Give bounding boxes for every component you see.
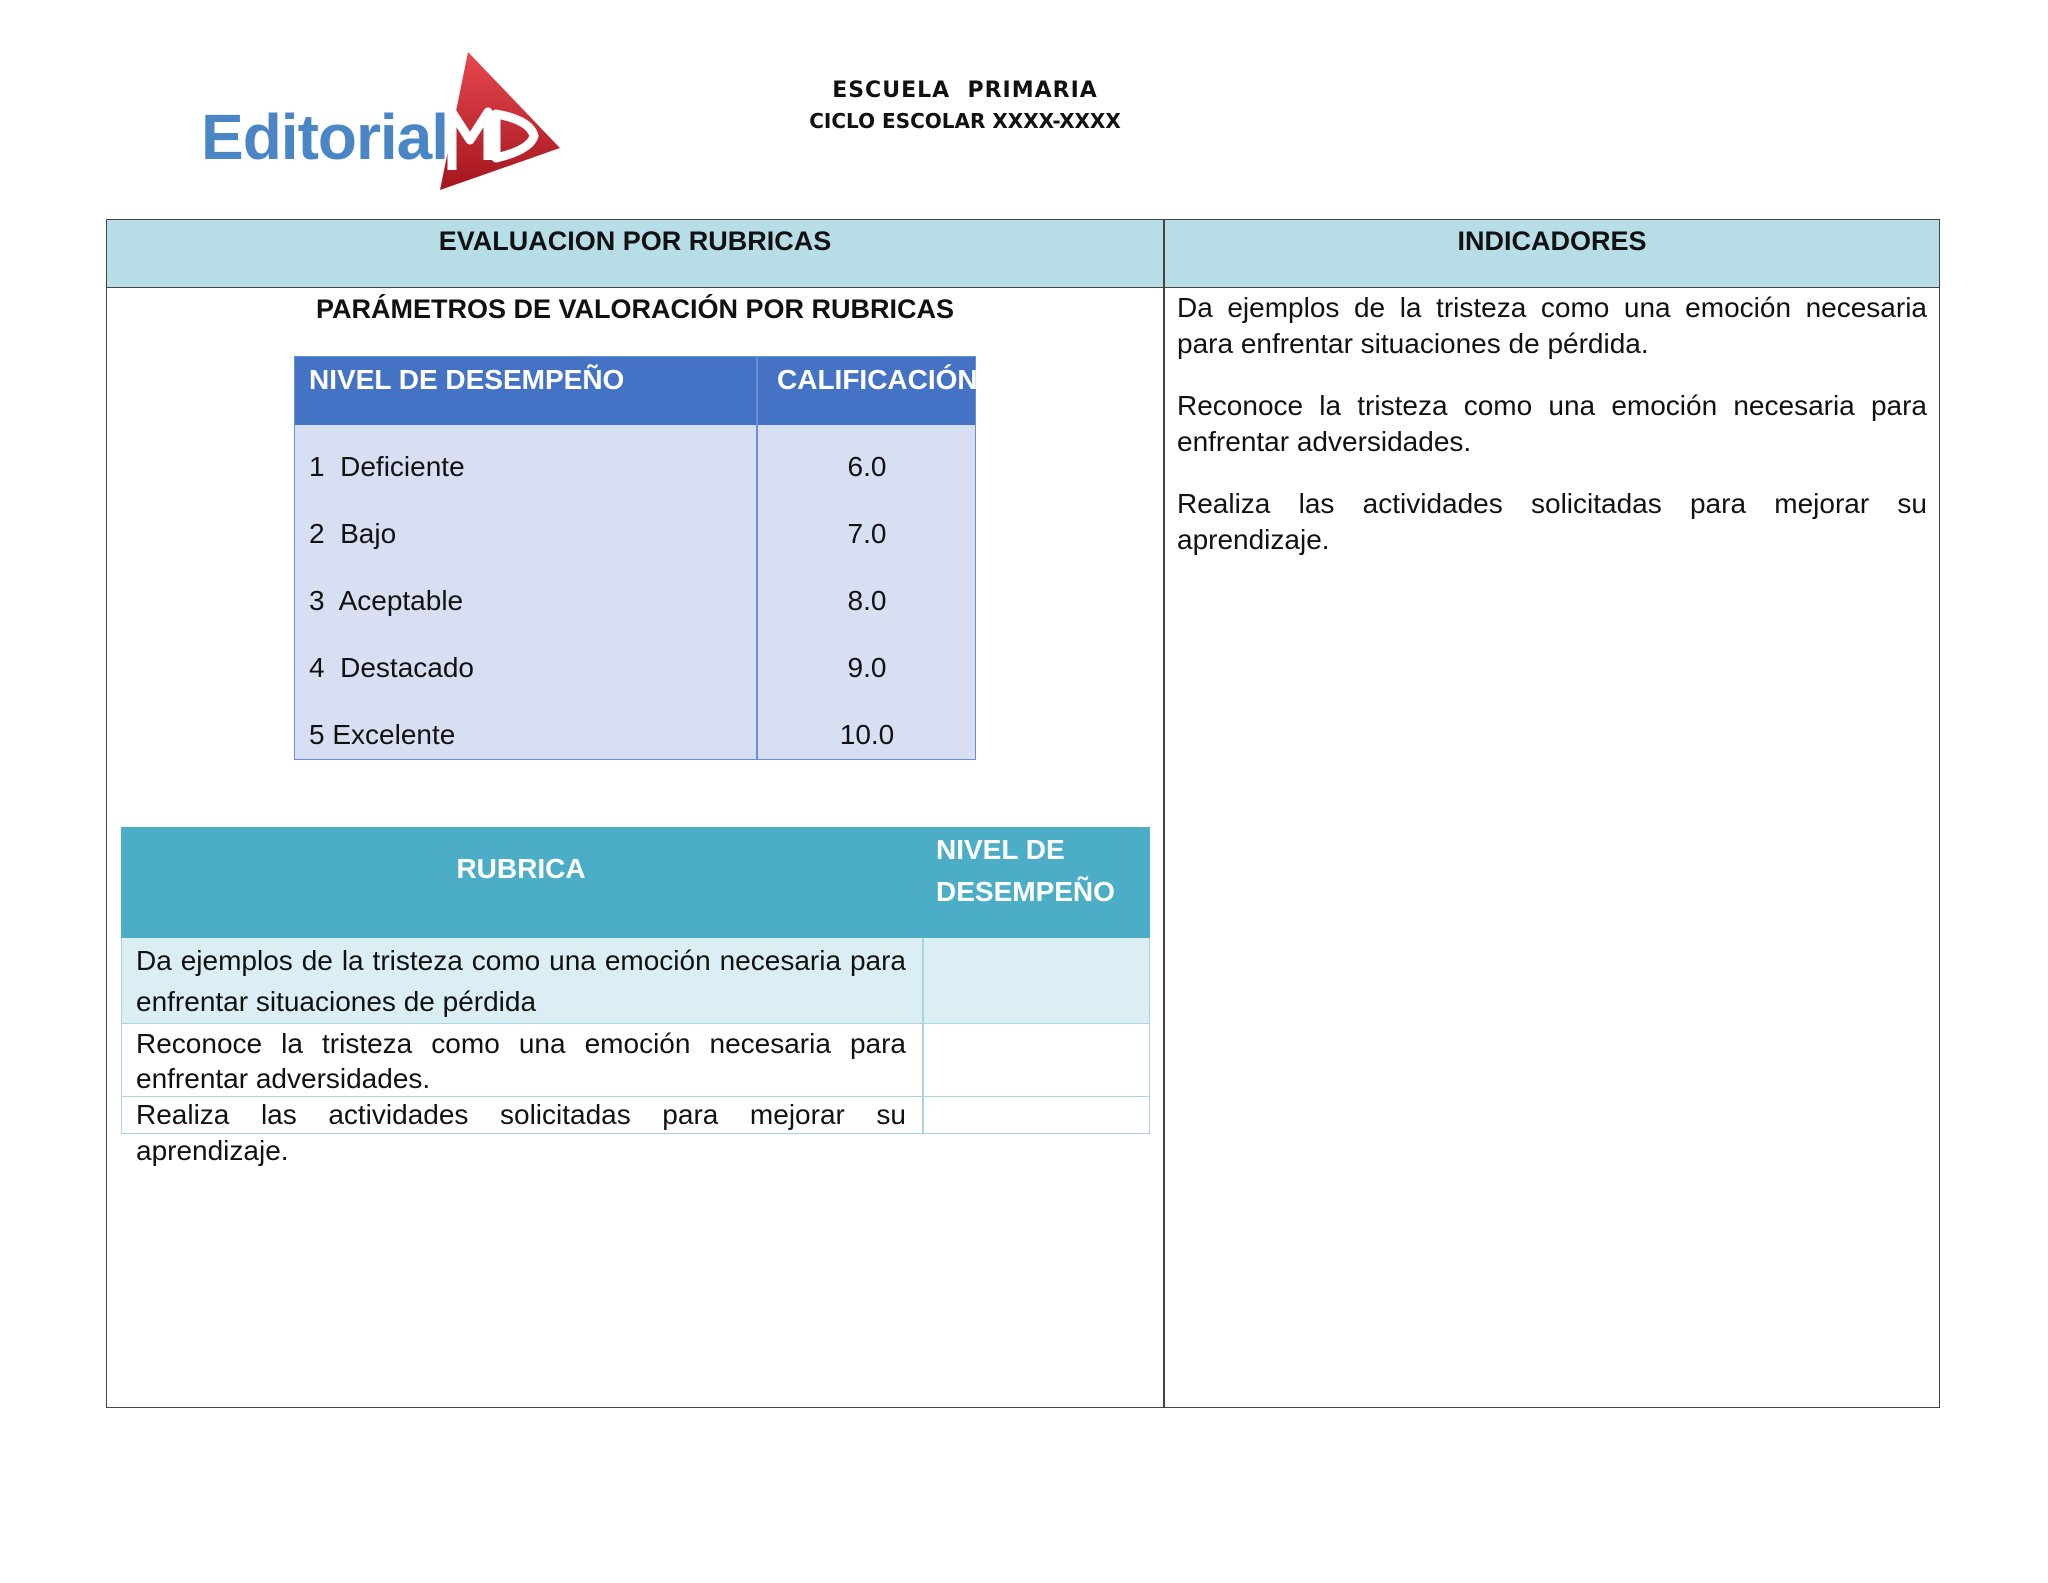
nivel-level: 3 Aceptable xyxy=(309,585,464,616)
nivel-level: 1 Deficiente xyxy=(309,451,465,482)
nivel-level: 4 Destacado xyxy=(309,652,474,683)
rubrica-col-divider xyxy=(922,1024,924,1096)
column-header-left: EVALUACION POR RUBRICAS xyxy=(107,220,1163,288)
rubrica-row-text: Reconoce la tristeza como una emoción necesaria para enfrentar adversidades. xyxy=(136,1028,906,1094)
nivel-level: 2 Bajo xyxy=(309,518,397,549)
editorial-md-logo xyxy=(195,48,565,198)
logo-wordmark: Editorial xyxy=(201,101,449,173)
nivel-row xyxy=(295,714,975,756)
nivel-row xyxy=(295,647,975,689)
school-header xyxy=(700,76,1230,136)
nivel-grade: 6.0 xyxy=(847,451,887,482)
rubrica-row xyxy=(121,938,1150,1024)
indicador-item: Reconoce la tristeza como una emoción necesaria para enfrentar adversidades. xyxy=(1177,390,1927,457)
logo-md-mark xyxy=(430,48,570,193)
rubrica-header xyxy=(121,827,1150,938)
nivel-row xyxy=(295,580,975,622)
column-divider xyxy=(1163,219,1165,1408)
school-cycle: CICLO ESCOLAR XXXX-XXXX xyxy=(809,109,1121,133)
nivel-grade: 8.0 xyxy=(847,585,887,616)
school-name: ESCUELA PRIMARIA xyxy=(832,78,1098,103)
rubrica-col-divider xyxy=(922,1097,924,1133)
nivel-header-grade: CALIFICACIÓN xyxy=(777,364,978,395)
rubrica-header-rubrica: RUBRICA xyxy=(456,853,586,884)
nivel-table-header xyxy=(295,357,978,425)
indicadores-list xyxy=(1177,290,1927,584)
nivel-row xyxy=(295,513,975,555)
rubrica-row-text: Realiza las actividades solicitadas para mejorar su aprendizaje. xyxy=(136,1099,906,1166)
rubrica-row xyxy=(121,1097,1150,1166)
nivel-row xyxy=(295,446,975,488)
nivel-grade: 9.0 xyxy=(847,652,887,683)
rubrica-row-text: Da ejemplos de la tristeza como una emoción necesaria para enfrentar situaciones de pérdida xyxy=(136,945,906,1017)
rubrica-row xyxy=(121,1024,1150,1097)
nivel-table-col-divider xyxy=(756,357,758,759)
rubrica-header-level: NIVEL DE DESEMPEÑO xyxy=(936,834,1115,907)
indicador-item: Da ejemplos de la tristeza como una emoción necesaria para enfrentar situaciones de pérdida. xyxy=(1177,292,1927,359)
rubrica-col-divider xyxy=(922,938,924,1023)
column-header-right: INDICADORES xyxy=(1165,220,1939,288)
nivel-grade: 7.0 xyxy=(847,518,887,549)
nivel-table xyxy=(294,356,976,760)
nivel-grade: 10.0 xyxy=(839,719,895,750)
indicador-item: Realiza las actividades solicitadas para mejorar su aprendizaje. xyxy=(1177,488,1927,555)
nivel-level: 5 Excelente xyxy=(309,719,456,750)
params-title: PARÁMETROS DE VALORACIÓN POR RUBRICAS xyxy=(315,294,955,324)
nivel-header-level: NIVEL DE DESEMPEÑO xyxy=(309,364,625,395)
